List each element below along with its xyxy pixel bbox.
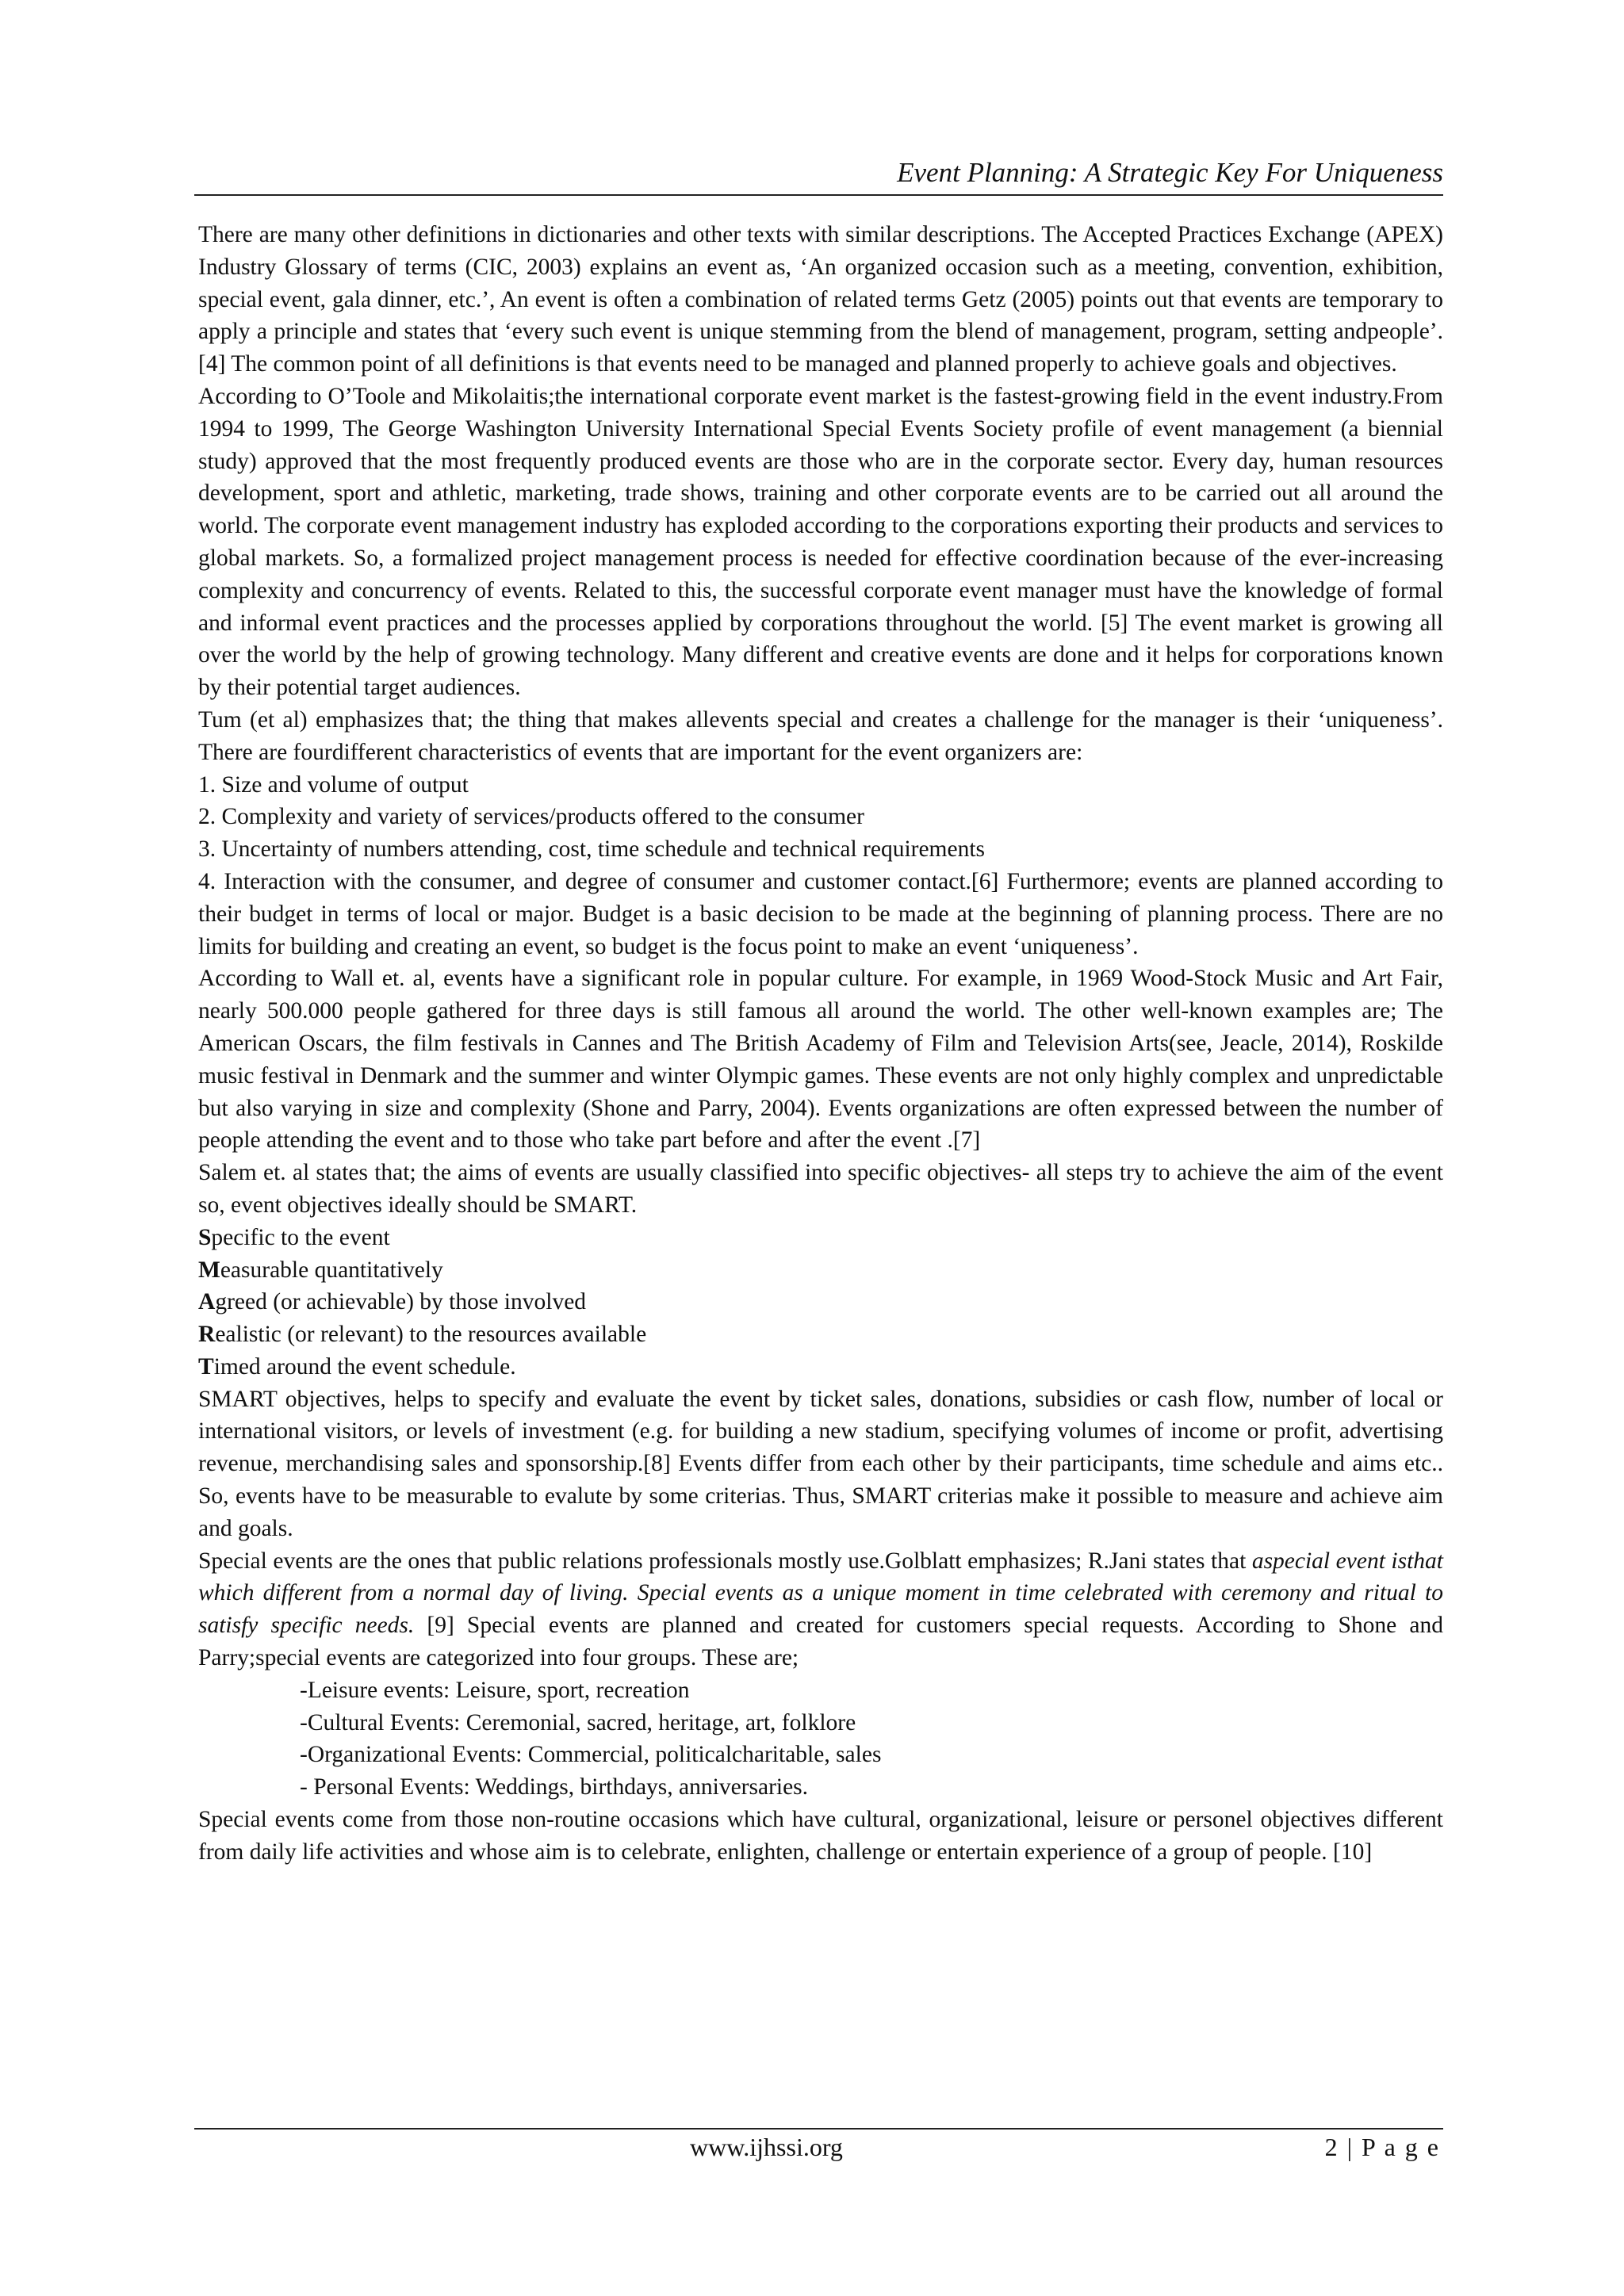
paragraph-smart-intro: Salem et. al states that; the aims of events are usually classified into specific objectives- all steps try to achieve the aim of the event so, event objectives ideally should be SMART. bbox=[198, 1160, 1443, 1218]
special-events-text-end: [9] Special events are planned and created for customers special requests. According to Shone and Parry;special events are categorized into four groups. These are; bbox=[198, 1613, 1443, 1671]
paragraph-non-routine: Special events come from those non-routine occasions which have cultural, organizational, leisure or personel objectives different from daily life activities and whose aim is to celebrate, enlighten, challenge or entertain experience of a group of people. [10] bbox=[198, 1807, 1443, 1865]
paragraph-interaction-budget: 4. Interaction with the consumer, and degree of consumer and customer contact.[6] Furthermore; events are planned according to their budget in terms of local or major. Budget is a basic decision to be made at the beginning of planning process. There are no limits for building and creating an event, so budget is the focus point to make an event ‘uniqueness’. bbox=[198, 868, 1443, 959]
smart-rest: easurable quantitatively bbox=[220, 1257, 443, 1283]
paragraph-popular-culture: According to Wall et. al, events have a significant role in popular culture. For example, in 1969 Wood-Stock Music and Art Fair, nearly 500.000 people gathered for three days is still famous all around the world. The other well-known examples are; The American Oscars, the film festivals in Cannes and The British Academy of Film and Television Arts(see, Jeacle, 2014), Roskilde music festival in Denmark and the summer and winter Olympic games. These events are not only highly complex and unpredictable but also varying in size and complexity (Shone and Parry, 2004). Events organizations are often expressed between the number of people attending the event and to those who take part before and after the event .[7] bbox=[198, 966, 1443, 1154]
list-item: 1. Size and volume of output bbox=[198, 771, 469, 798]
category-item: -Leisure events: Leisure, sport, recreation bbox=[300, 1677, 690, 1703]
category-item: - Personal Events: Weddings, birthdays, anniversaries. bbox=[300, 1774, 809, 1800]
category-item: -Cultural Events: Ceremonial, sacred, heritage, art, folklore bbox=[300, 1709, 856, 1735]
smart-rest: greed (or achievable) by those involved bbox=[215, 1289, 587, 1315]
article-body bbox=[198, 219, 1443, 1869]
paragraph-corporate-events: According to O’Toole and Mikolaitis;the international corporate event market is the fastest-growing field in the event industry.From 1994 to 1999, The George Washington University International Special Events Society profile of event management (a biennial study) approved that the most frequently produced events are those who are in the corporate sector. Every day, human resources development, sport and athletic, marketing, trade shows, training and other corporate events are to be carried out all around the world. The corporate event management industry has exploded according to the corporations exporting their products and services to global markets. So, a formalized project management process is needed for effective coordination because of the ever-increasing complexity and concurrency of events. Related to this, the successful corporate event manager must have the knowledge of formal and informal event practices and the processes applied by corporations throughout the world. [5] The event market is growing all over the world by the help of growing technology. Many different and creative events are done and it helps for corporations known by their potential target audiences. bbox=[198, 383, 1443, 701]
list-item: 3. Uncertainty of numbers attending, cost, time schedule and technical requirements bbox=[198, 836, 986, 863]
smart-letter: R bbox=[198, 1322, 216, 1348]
smart-rest: ealistic (or relevant) to the resources available bbox=[215, 1322, 647, 1348]
smart-letter: S bbox=[198, 1224, 212, 1250]
paragraph-special-events bbox=[198, 1545, 1443, 1674]
running-header: Event Planning: A Strategic Key For Uniqueness bbox=[897, 157, 1443, 188]
footer-website: www.ijhssi.org bbox=[690, 2133, 843, 2161]
header-rule bbox=[194, 194, 1443, 196]
smart-item-agreed bbox=[198, 1286, 1443, 1318]
smart-rest: imed around the event schedule. bbox=[213, 1353, 516, 1380]
category-item: -Organizational Events: Commercial, politicalcharitable, sales bbox=[300, 1742, 882, 1768]
smart-letter: M bbox=[198, 1257, 220, 1283]
smart-item-specific bbox=[198, 1222, 1443, 1254]
smart-item-measurable bbox=[198, 1254, 1443, 1287]
paragraph-smart-objectives: SMART objectives, helps to specify and evaluate the event by ticket sales, donations, subsidies or cash flow, number of local or international visitors, or levels of investment (e.g. for building a new stadium, specifying volumes of income or profit, advertising revenue, merchandising sales and sponsorship.[8] Events differ from each other by their participants, time schedule and aims etc.. So, events have to be measurable to evalute by some criterias. Thus, SMART criterias make it possible to measure and achieve aim and goals. bbox=[198, 1386, 1443, 1541]
paragraph-uniqueness: Tum (et al) emphasizes that; the thing that makes allevents special and creates a challenge for the manager is their ‘uniqueness’. There are fourdifferent characteristics of events that are important for the event organizers are: bbox=[198, 706, 1443, 765]
special-events-text: Special events are the ones that public relations professionals mostly use.Golblatt emphasizes; R.Jani states that bbox=[198, 1548, 1252, 1574]
page-number: 2 | P a g e bbox=[1324, 2133, 1440, 2161]
footer-rule bbox=[194, 2128, 1443, 2130]
smart-item-realistic bbox=[198, 1318, 1443, 1351]
smart-letter: A bbox=[198, 1289, 216, 1315]
special-events-quote: aspecial event isthat which different from a normal day of living. Special events as a unique moment in time celebrated with ceremony and ritual to satisfy specific needs. bbox=[198, 1548, 1443, 1639]
paragraph-definitions: There are many other definitions in dictionaries and other texts with similar descriptions. The Accepted Practices Exchange (APEX) Industry Glossary of terms (CIC, 2003) explains an event as, ‘An organized occasion such as a meeting, convention, exhibition, special event, gala dinner, etc.’, An event is often a combination of related terms Getz (2005) points out that events are temporary to apply a principle and states that ‘every such event is unique stemming from the blend of management, program, setting andpeople’.[4] The common point of all definitions is that events need to be managed and planned properly to achieve goals and objectives. bbox=[198, 222, 1443, 377]
smart-letter: T bbox=[198, 1353, 214, 1380]
smart-rest: pecific to the event bbox=[211, 1224, 390, 1250]
list-item: 2. Complexity and variety of services/products offered to the consumer bbox=[198, 804, 864, 830]
smart-item-timed bbox=[198, 1351, 1443, 1383]
